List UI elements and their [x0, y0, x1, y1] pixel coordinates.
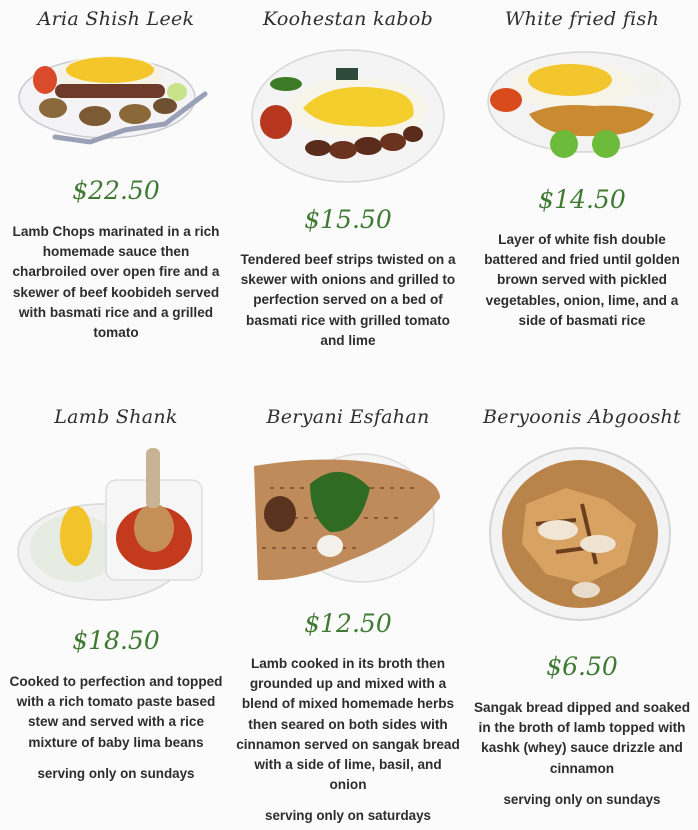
dish-price: $15.50	[304, 205, 392, 234]
dish-description: Lamb Chops marinated in a rich homemade sauce then charbroiled over open fire and a skewer of beef koobideh served with basmati rice and a grilled tomato	[12, 224, 220, 341]
dish-title: Aria Shish Leek	[37, 8, 195, 30]
dish-price: $6.50	[546, 652, 618, 681]
dish-title: Beryani Esfahan	[266, 406, 430, 428]
dish-note: serving only on sundays	[503, 792, 661, 807]
dish-description: Lamb cooked in its broth then grounded up and mixed with a blend of mixed homemade herbs then seared on both sides with cinnamon served on sangak bread with a side of lime, basil, and onion	[236, 656, 460, 793]
dish-photo	[248, 46, 448, 186]
dish-price: $14.50	[538, 185, 626, 214]
dish-description: Layer of white fish double battered and fried until golden brown served with pickled vegetables, onion, lime, and a side of basmati rice	[484, 232, 680, 328]
dish-price: $18.50	[72, 626, 160, 655]
dish-description: Cooked to perfection and topped with a rich tomato paste based stew and served with a rice mixture of baby lima beans	[9, 674, 223, 750]
dish-photo	[15, 42, 215, 152]
dish-title: White fried fish	[504, 8, 660, 30]
dish-description: Tendered beef strips twisted on a skewer with onions and grilled to perfection served on a bed of basmati rice with grilled tomato and lime	[240, 252, 456, 348]
dish-photo	[14, 444, 214, 609]
dish-title: Koohestan kabob	[262, 8, 434, 30]
dish-photo	[250, 448, 450, 588]
dish-price: $22.50	[72, 176, 160, 205]
dish-description: Sangak bread dipped and soaked in the broth of lamb topped with kashk (whey) sauce drizzle and cinnamon	[473, 700, 691, 776]
dish-photo	[484, 44, 684, 164]
dish-price: $12.50	[304, 609, 392, 638]
dish-title: Beryoonis Abgoosht	[483, 406, 681, 428]
dish-note: serving only on sundays	[37, 766, 195, 781]
dish-title: Lamb Shank	[54, 406, 178, 428]
dish-note: serving only on saturdays	[265, 808, 431, 823]
dish-photo	[486, 444, 676, 624]
